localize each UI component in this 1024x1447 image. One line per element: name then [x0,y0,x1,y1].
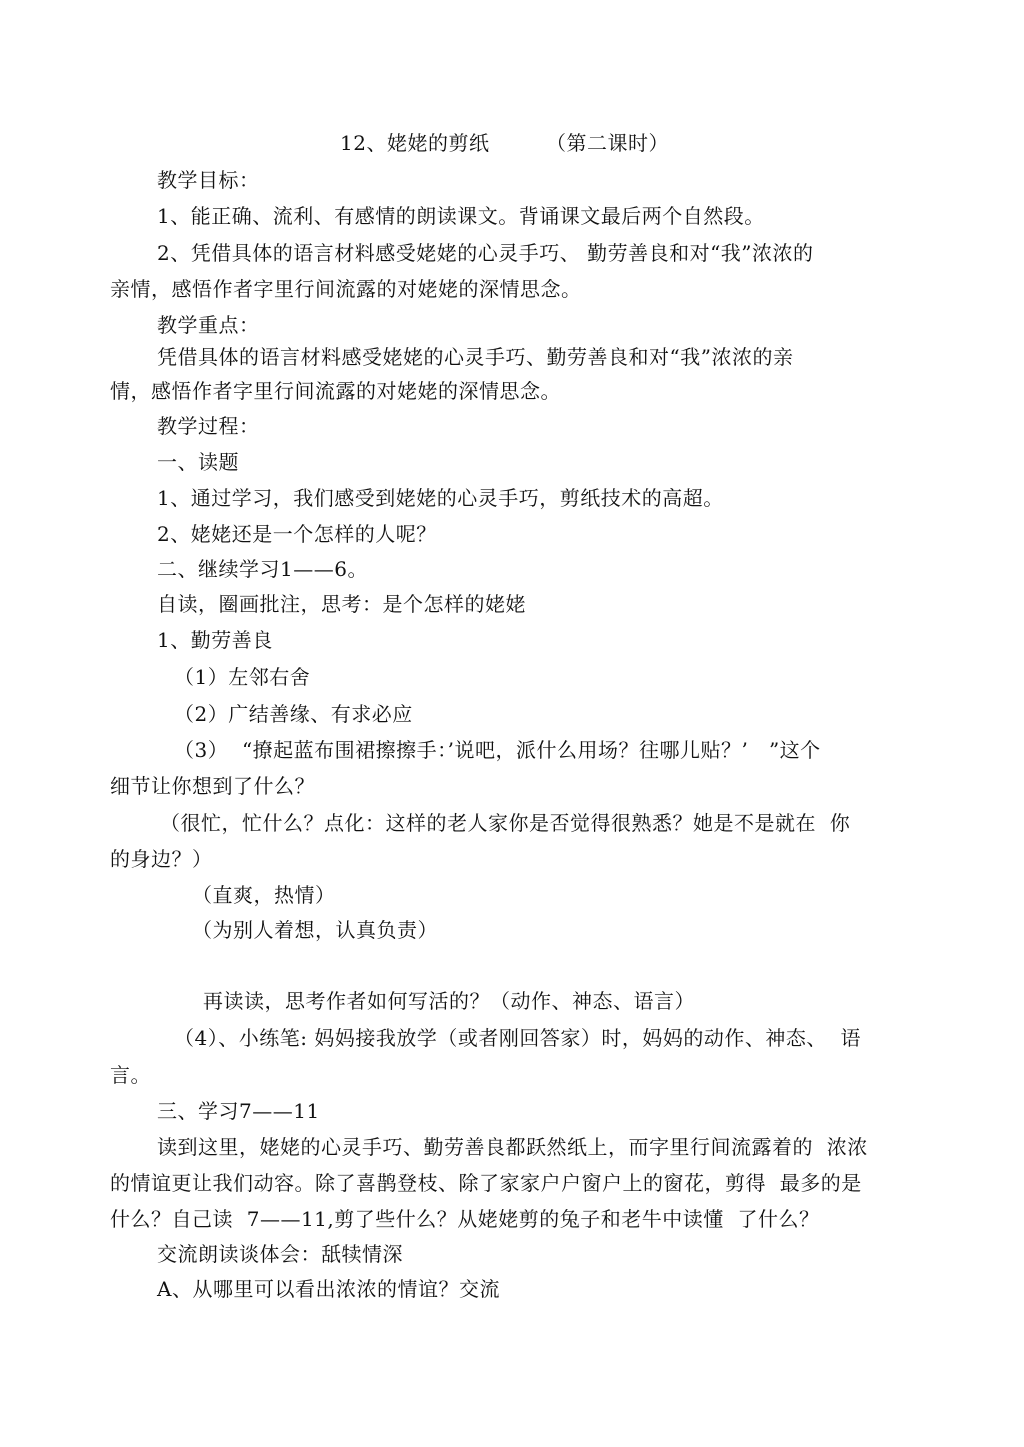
focus-heading: 教学重点： [157,313,260,337]
section-2-exercise-line-2: 言。 [110,1063,151,1087]
section-2-exercise-line-1: （4）、小练笔: 妈妈接我放学（或者刚回答家）时，妈妈的动作、神态、 语 [174,1026,862,1050]
section-2-note-line-1: （很忙，忙什么？点化：这样的老人家你是否觉得很熟悉？她是不是就在 你 [160,811,851,835]
section-2-sub-2: （2）广结善缘、有求必应 [174,702,413,726]
section-2-sub-3-line-1: （3） “撩起蓝布围裙擦擦手：’说吧，派什么用场？往哪儿贴？’ ”这个 [174,738,821,762]
goal-2-line-2: 亲情，感悟作者字里行间流露的对姥姥的深情思念。 [110,277,582,301]
goal-1: 1、能正确、流利、有感情的朗读课文。背诵课文最后两个自然段。 [157,204,765,228]
goal-2-line-1: 2、凭借具体的语言材料感受姥姥的心灵手巧、 勤劳善良和对“我”浓浓的 [157,241,814,265]
section-2-note-3: （直爽，热情） [192,883,336,907]
section-3-exchange: 交流朗读谈体会：舐犊情深 [157,1242,403,1266]
section-2-sub-1: （1）左邻右舍 [174,665,311,689]
section-3-para-line-2: 的情谊更让我们动容。除了喜鹊登枝、除了家家户户窗户上的窗花，剪得 最多的是 [110,1171,862,1195]
section-1-item-1: 1、通过学习，我们感受到姥姥的心灵手巧，剪纸技术的高超。 [157,486,724,510]
section-2-item-1: 1、勤劳善良 [157,628,273,652]
process-heading: 教学过程： [157,414,260,438]
section-3-para-line-3: 什么？自己读 7——11,剪了些什么？从姥姥剪的兔子和老牛中读懂 了什么？ [110,1207,820,1231]
focus-line-1: 凭借具体的语言材料感受姥姥的心灵手巧、勤劳善良和对“我”浓浓的亲 [157,345,794,369]
section-2-heading: 二、继续学习1——6。 [157,557,368,581]
page-title: 12、姥姥的剪纸 [340,131,490,155]
section-2-note-4: （为别人着想，认真负责） [192,918,438,942]
goals-heading: 教学目标： [157,168,260,192]
lesson-period: （第二课时） [546,131,669,155]
focus-line-2: 情，感悟作者字里行间流露的对姥姥的深情思念。 [110,379,561,403]
section-3-point-a: A、从哪里可以看出浓浓的情谊？交流 [157,1277,500,1301]
section-3-heading: 三、学习7——11 [157,1099,320,1123]
section-1-item-2: 2、姥姥还是一个怎样的人呢？ [157,522,437,546]
section-2-intro: 自读，圈画批注，思考：是个怎样的姥姥 [157,592,526,616]
section-2-reread: 再读读，思考作者如何写活的？（动作、神态、语言） [203,989,695,1013]
section-2-sub-3-line-2: 细节让你想到了什么？ [110,774,315,798]
section-2-note-line-2: 的身边？） [110,847,213,871]
section-1-heading: 一、读题 [157,450,239,474]
section-3-para-line-1: 读到这里，姥姥的心灵手巧、勤劳善良都跃然纸上，而字里行间流露着的 浓浓 [157,1135,868,1159]
